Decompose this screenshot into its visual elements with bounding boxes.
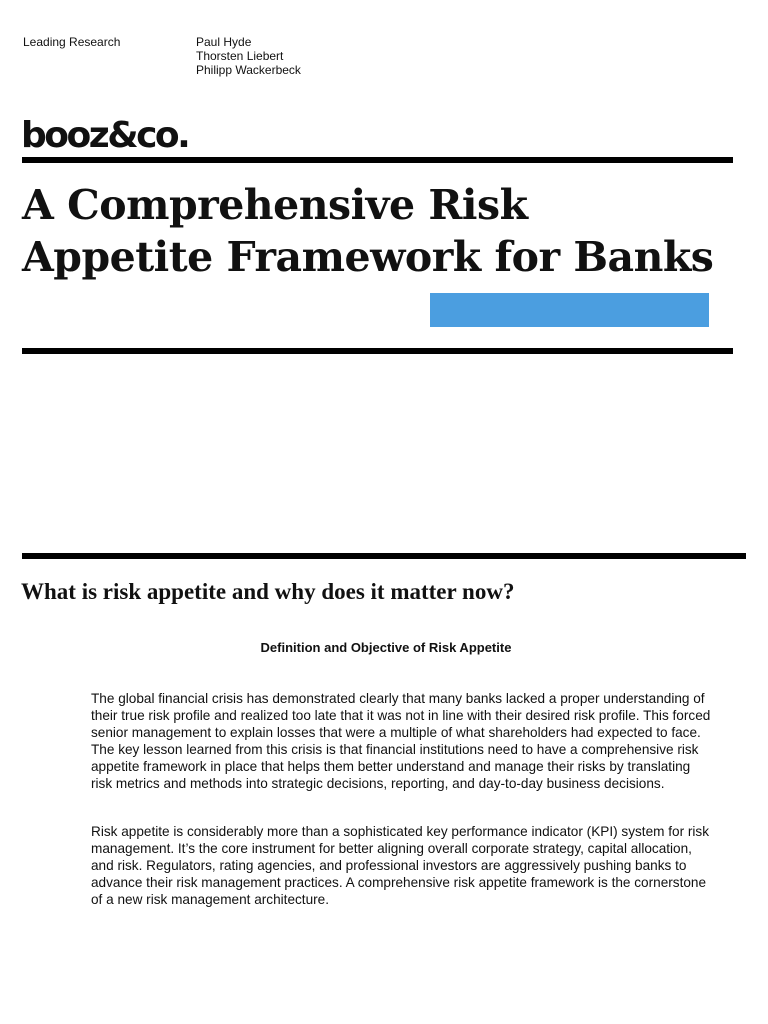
section-heading: What is risk appetite and why does it matter now?: [21, 579, 515, 604]
author-list: [196, 35, 301, 77]
body-paragraph: The global financial crisis has demonstrated clearly that many banks lacked a proper understanding of their true risk profile and realized too late that it was not in line with their desired risk profile. This forced senior management to explain losses that were a multiple of what shareholders had expected to face. The key lesson learned from this crisis is that financial institutions need to have a comprehensive risk appetite framework in place that helps them better understand and manage their risks by translating risk metrics and methods into strategic decisions, reporting, and day-to-day business decisions.: [91, 691, 711, 791]
page-title: [22, 179, 742, 283]
section-divider: [22, 553, 746, 559]
title-line-2: Appetite Framework for Banks: [22, 233, 714, 281]
author-name: Philipp Wackerbeck: [196, 63, 301, 77]
title-line-1: A Comprehensive Risk: [22, 181, 528, 229]
title-bottom-divider: [22, 348, 733, 354]
header-label: Leading Research: [23, 35, 121, 49]
section-subheading: Definition and Objective of Risk Appetite: [260, 640, 512, 655]
author-name: Paul Hyde: [196, 35, 252, 49]
author-name: Thorsten Liebert: [196, 49, 284, 63]
body-paragraph: Risk appetite is considerably more than a sophisticated key performance indicator (KPI) system for risk management. It’s the core instrument for better aligning overall corporate strategy, capital allocation, and risk. Regulators, rating agencies, and professional investors are aggressively pushing banks to advance their risk management practices. A comprehensive risk appetite framework is the cornerstone of a new risk management architecture.: [91, 824, 710, 907]
top-divider: [22, 157, 733, 163]
accent-color-block: [430, 293, 709, 327]
booz-co-logo: booz&co.: [21, 115, 189, 156]
